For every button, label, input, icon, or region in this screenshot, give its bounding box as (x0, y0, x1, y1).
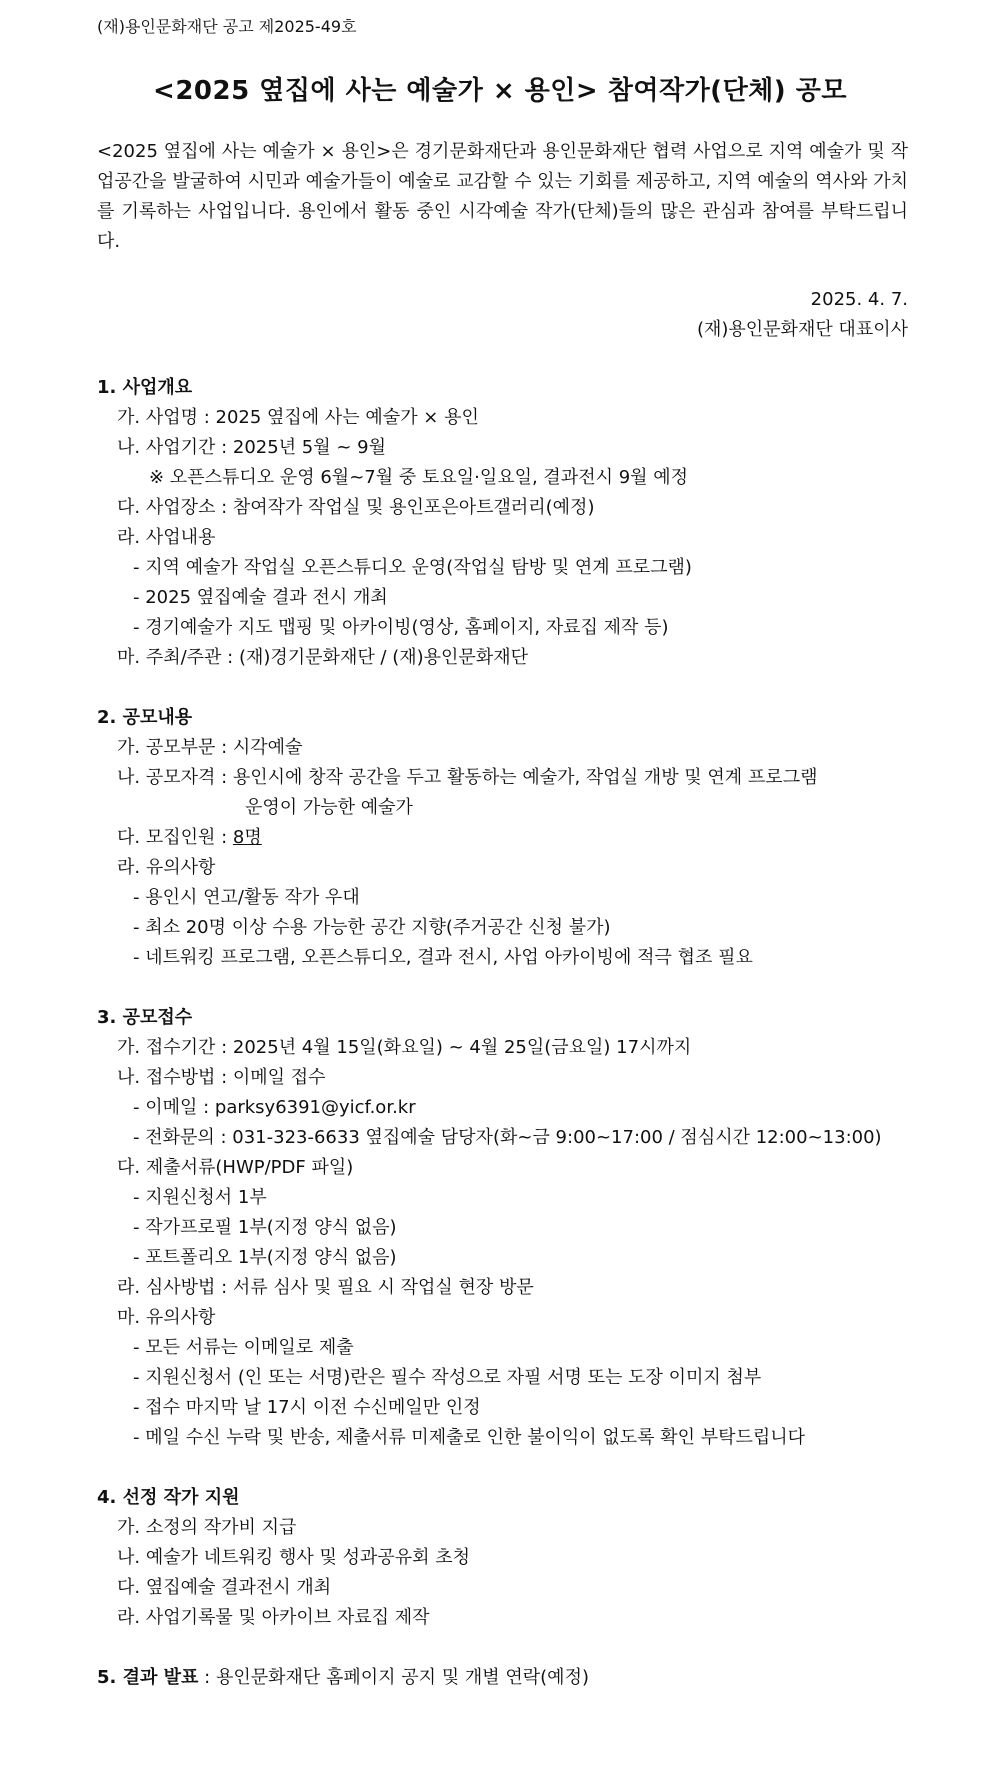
list-item: 나. 접수방법 : 이메일 접수 (117, 1067, 326, 1088)
list-item: 다. 제출서류(HWP/PDF 파일) (117, 1157, 354, 1178)
list-item: 마. 유의사항 (117, 1307, 216, 1328)
list-item: 라. 사업내용 (117, 527, 216, 548)
list-item: 가. 접수기간 : 2025년 4월 15일(화요일) ~ 4월 25일(금요일) 17시까지 (117, 1037, 692, 1058)
sub-item: - 2025 옆집예술 결과 전시 개최 (133, 587, 388, 608)
sub-item: - 용인시 연고/활동 작가 우대 (133, 887, 360, 908)
list-item: 다. 옆집예술 결과전시 개최 (117, 1577, 332, 1598)
sub-item: - 지원신청서 (인 또는 서명)란은 필수 작성으로 자필 서명 또는 도장 이미지 첨부 (133, 1367, 762, 1388)
list-item (97, 823, 920, 853)
issue-block (697, 285, 908, 345)
result-text: : 용인문화재단 홈페이지 공지 및 개별 연락(예정) (198, 1667, 589, 1688)
list-item: 가. 사업명 : 2025 옆집에 사는 예술가 × 용인 (117, 407, 479, 428)
sub-item: - 포트폴리오 1부(지정 양식 없음) (133, 1247, 397, 1268)
spacer (97, 673, 920, 703)
list-item: 나. 사업기간 : 2025년 5월 ~ 9월 (117, 437, 387, 458)
list-item: 마. 주최/주관 : (재)경기문화재단 / (재)용인문화재단 (117, 647, 528, 668)
list-item: 나. 공모자격 : 용인시에 창작 공간을 두고 활동하는 예술가, 작업실 개방 및 연계 프로그램 (117, 767, 818, 788)
email-line: - 이메일 : parksy6391@yicf.or.kr (133, 1097, 416, 1118)
sub-item: - 지원신청서 1부 (133, 1187, 267, 1208)
list-item: 다. 사업장소 : 참여작가 작업실 및 용인포은아트갤러리(예정) (117, 497, 595, 518)
notice-number: (재)용인문화재단 공고 제2025-49호 (97, 17, 357, 36)
list-item: 라. 심사방법 : 서류 심사 및 필요 시 작업실 현장 방문 (117, 1277, 534, 1298)
result-announcement (97, 1663, 920, 1693)
list-item: 나. 예술가 네트워킹 행사 및 성과공유회 초청 (117, 1547, 471, 1568)
list-item-continuation: 운영이 가능한 예술가 (245, 797, 413, 818)
page-title: <2025 옆집에 사는 예술가 × 용인> 참여작가(단체) 공모 (153, 76, 847, 106)
intro-paragraph: <2025 옆집에 사는 예술가 × 용인>은 경기문화재단과 용인문화재단 협력 사업으로 지역 예술가 및 작업공간을 발굴하여 시민과 예술가들이 예술로 교감할 수 있는 기회를 제공하고, 지역 예술의 역사와 가치를 기록하는 사업입니다. 용인에서 활동 중인 시각예술 작가(단체)들의 많은 관심과 참여를 부탁드립니다. (97, 141, 908, 252)
section-heading: 2. 공모내용 (97, 707, 193, 728)
sub-item: - 모든 서류는 이메일로 제출 (133, 1337, 354, 1358)
section-heading: 5. 결과 발표 (97, 1667, 199, 1688)
spacer (97, 973, 920, 1003)
list-item: 가. 공모부문 : 시각예술 (117, 737, 303, 758)
section-heading: 3. 공모접수 (97, 1007, 193, 1028)
issue-date: 2025. 4. 7. (810, 289, 908, 310)
sub-item: - 작가프로필 1부(지정 양식 없음) (133, 1217, 397, 1238)
recruit-label: 다. 모집인원 : (117, 827, 233, 848)
list-item: 라. 유의사항 (117, 857, 216, 878)
section-heading: 1. 사업개요 (97, 377, 193, 398)
spacer (97, 1453, 920, 1483)
spacer (97, 1633, 920, 1663)
phone-line: - 전화문의 : 031-323-6633 옆집예술 담당자(화~금 9:00~17:00 / 점심시간 12:00~13:00) (133, 1127, 882, 1148)
sub-item: - 지역 예술가 작업실 오픈스튜디오 운영(작업실 탐방 및 연계 프로그램) (133, 557, 692, 578)
section-heading: 4. 선정 작가 지원 (97, 1487, 240, 1508)
sub-item: - 접수 마지막 날 17시 이전 수신메일만 인정 (133, 1397, 481, 1418)
list-item: 라. 사업기록물 및 아카이브 자료집 제작 (117, 1607, 430, 1628)
sub-item: - 최소 20명 이상 수용 가능한 공간 지향(주거공간 신청 불가) (133, 917, 611, 938)
list-item: 가. 소정의 작가비 지급 (117, 1517, 297, 1538)
sub-item: - 경기예술가 지도 맵핑 및 아카이빙(영상, 홈페이지, 자료집 제작 등) (133, 617, 669, 638)
document-body (97, 373, 920, 1693)
sub-item: - 메일 수신 누락 및 반송, 제출서류 미제출로 인한 불이익이 없도록 확인 부탁드립니다 (133, 1427, 806, 1448)
note-line: ※ 오픈스튜디오 운영 6월~7월 중 토요일·일요일, 결과전시 9월 예정 (149, 467, 689, 488)
issuer-name: (재)용인문화재단 대표이사 (696, 319, 908, 340)
sub-item: - 네트워킹 프로그램, 오픈스튜디오, 결과 전시, 사업 아카이빙에 적극 협조 필요 (133, 947, 753, 968)
recruit-count: 8명 (232, 827, 262, 848)
